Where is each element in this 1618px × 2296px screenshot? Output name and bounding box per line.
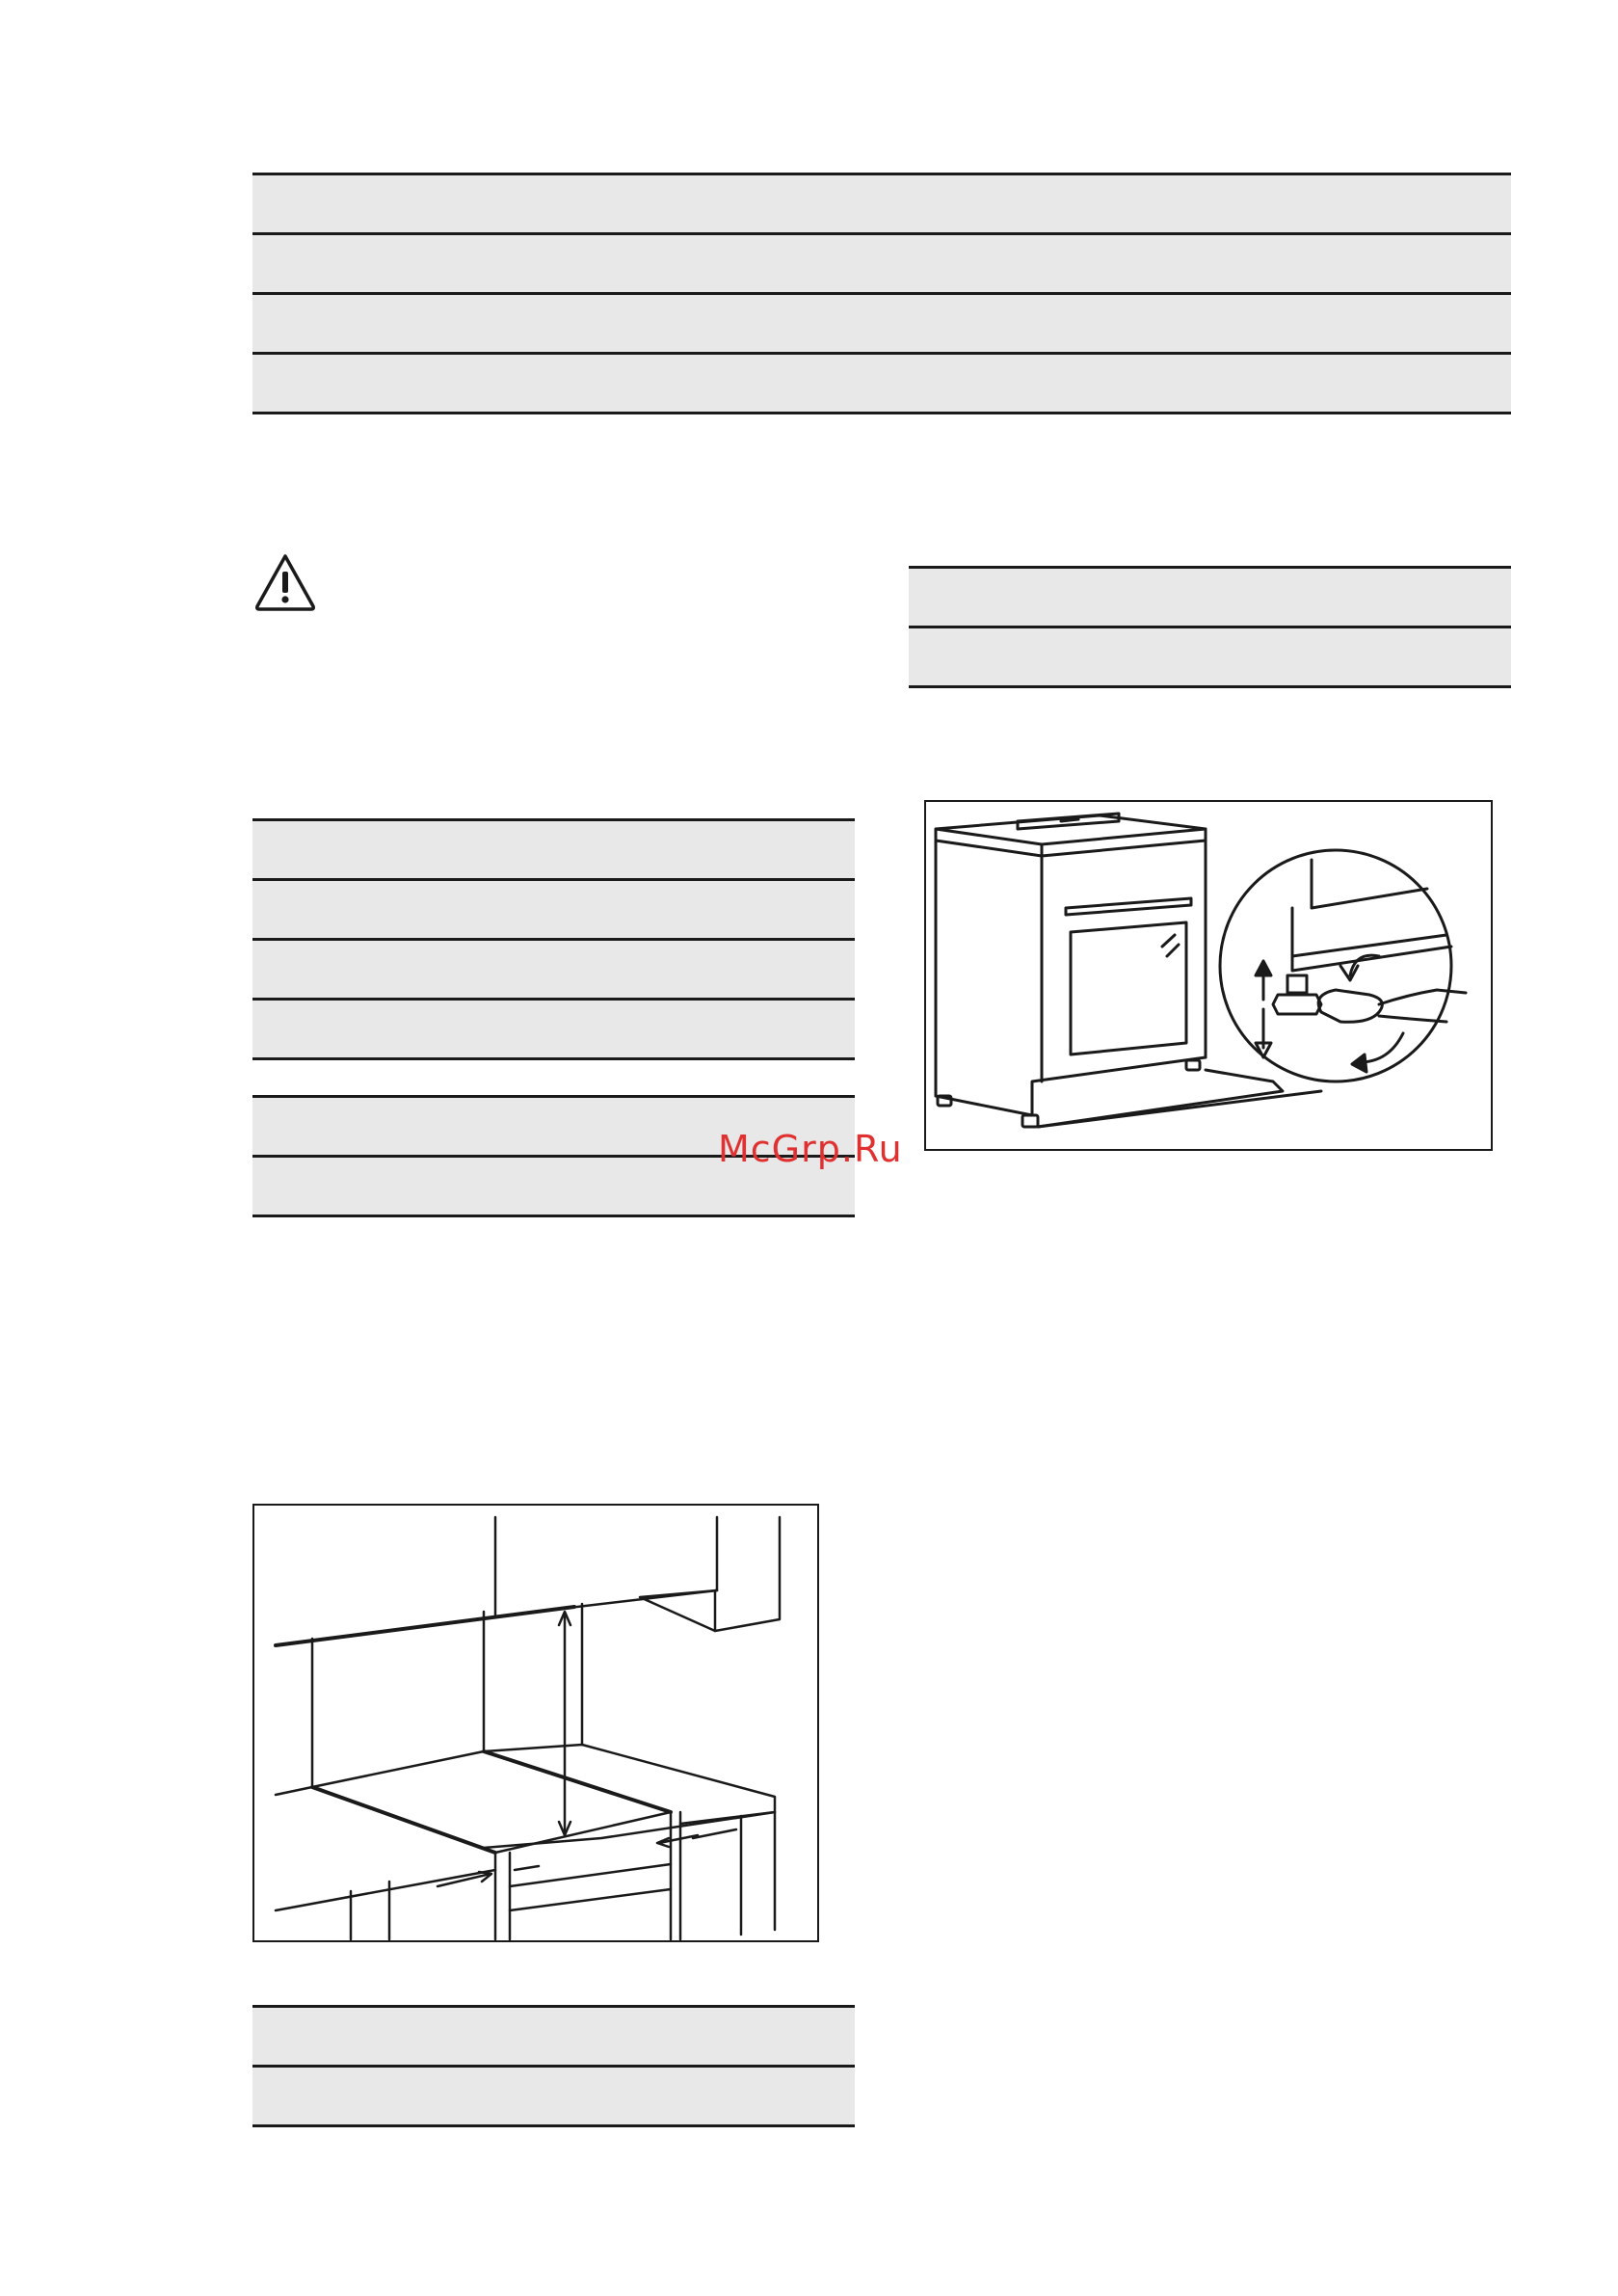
table-right <box>909 566 1511 688</box>
table-top <box>252 173 1511 414</box>
table-row <box>252 292 1511 352</box>
table-row <box>252 232 1511 292</box>
warning-triangle-icon <box>253 552 317 616</box>
watermark: McGrp.Ru <box>718 1128 903 1170</box>
table-row <box>252 352 1511 414</box>
worktop-installation-illustration <box>254 1506 817 1940</box>
cooker-leveling-illustration <box>926 802 1491 1149</box>
table-row <box>252 938 855 998</box>
table-row <box>252 818 855 878</box>
table-left-c <box>252 2005 855 2127</box>
table-left-a <box>252 818 855 1060</box>
table-row <box>252 173 1511 232</box>
figure-leveling <box>924 800 1493 1151</box>
table-row <box>252 998 855 1060</box>
table-row <box>252 878 855 938</box>
table-row <box>252 2065 855 2127</box>
table-row <box>909 626 1511 688</box>
figure-installation <box>252 1504 819 1942</box>
table-row <box>909 566 1511 626</box>
table-row <box>252 2005 855 2065</box>
